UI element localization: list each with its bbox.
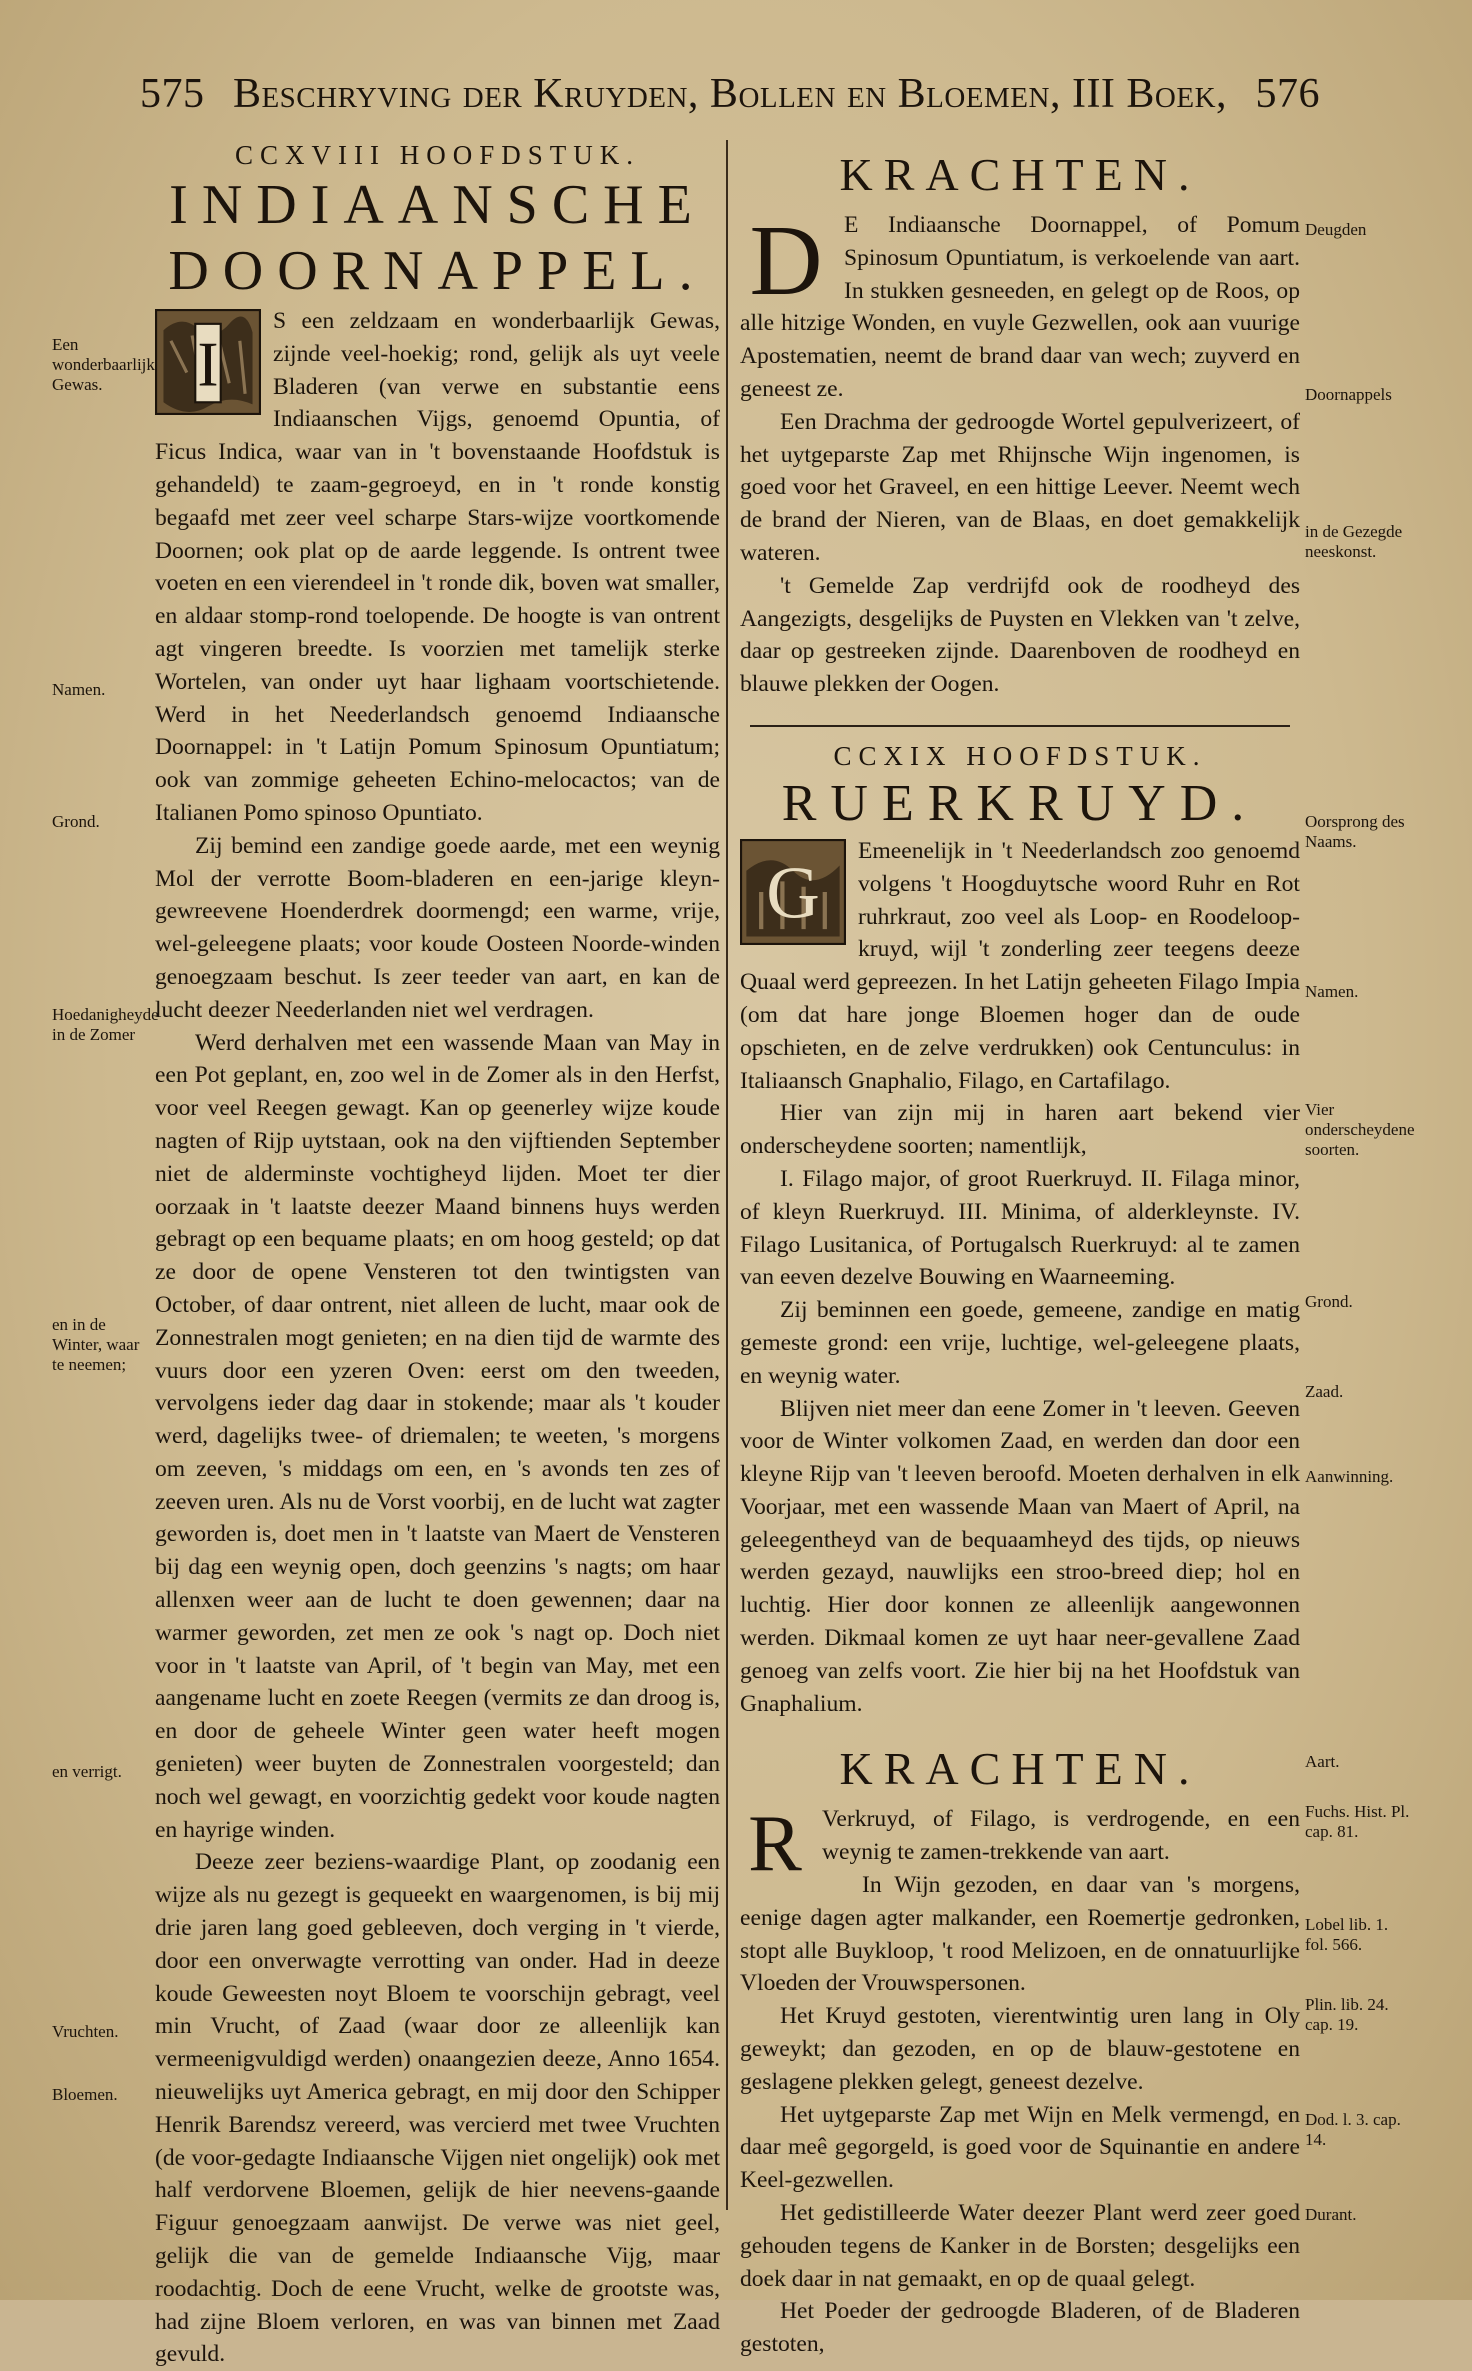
chapter-heading-right: CCXIX HOOFDSTUK. xyxy=(833,740,1207,771)
margin-note: Een wonderbaarlijk Gewas. xyxy=(52,335,155,394)
margin-note: Plin. lib. 24. cap. 19. xyxy=(1305,1995,1389,2034)
krachten-heading-2: KRACHTEN. xyxy=(839,1743,1201,1795)
krachten-2-body xyxy=(740,1803,1300,2361)
krachten-1-paragraph: E Indiaansche Doornappel, of Pomum Spinosum Opuntiatum, is verkoelende van aart. In stukken gesneeden, en gelegt op de Roos, op alle hitzige Wonden, en vuyle Gezwellen, ook aan vuurige Apostematien, neemt de brand daar van wech; zuyverd en geneest ze. xyxy=(740,212,1300,402)
left-paragraph-1: S een zeldzaam en wonderbaarlijk Gewas, zijnde veel-hoekig; rond, gelijk als uyt veele Bladeren (van verwe en substantie eens Indiaanschen Vijgs, genoemd Opuntia, of Ficus Indica, waar van in 't bovenstaande Hoofdstuk is gehandeld) te zaam-gegroeyd, en in 't ronde konstig begaafd met zeer veel scharpe Stars-wijze voortkomende Doornen; ook plat op de aarde leggende. Is ontrent twee voeten en een vierendeel in 't ronde dik, boven wat smaller, en aldaar stomp-rond toelopende. De hoogte is van ontrent agt vingeren breedte. Is voorzien met tamelijk sterke Wortelen, van onder uyt haar lighaam voortschietende. Werd in het Neederlandsch genoemd Indiaansche Doornappel: in 't Latijn Pomum Spinosum Opuntiatum; ook van zommige geheeten Echino-melocactos; van de Italianen Pomo spinoso Opuntiato. xyxy=(155,308,720,826)
ruerkruyd-title: RUERKRUYD. xyxy=(781,774,1259,832)
krachten-1-paragraph: Een Drachma der gedroogde Wortel gepulverizeert, of het uytgeparste Zap met Rhijnsche Wijn ingenomen, is goed voor het Graveel, en een hittige Leever. Neemt wech de brand der Nieren, van de Blaas, en doet gemakkelijk wateren. xyxy=(740,408,1300,566)
margin-note: Lobel lib. 1. fol. 566. xyxy=(1305,1915,1389,1954)
dropcap-g-icon xyxy=(740,839,846,945)
margin-note: Aanwinning. xyxy=(1305,1467,1394,1486)
margin-note: en verrigt. xyxy=(52,1762,122,1781)
krachten-1-body xyxy=(740,209,1300,701)
ruerkruyd-paragraph: Zij beminnen een goede, gemeene, zandige en matig gemeste grond: een vrije, luchtige, wel-geleegene plaats, en weynig water. xyxy=(740,1297,1300,1389)
page-number-left: 575 xyxy=(140,71,205,117)
krachten-1-paragraph: 't Gemelde Zap verdrijfd ook de roodheyd des Aangezigts, desgelijks de Puysten en Vlekken van 't zelve, daar op gestreeken zijnde. Daarenboven de roodheyd en blauwe plekken der Oogen. xyxy=(740,572,1300,698)
margin-note: Vruchten. xyxy=(52,2022,119,2041)
margin-note: Deugden xyxy=(1305,220,1367,239)
margin-note: Hoedanigheyde in de Zomer xyxy=(52,1005,159,1044)
running-header xyxy=(140,70,1320,118)
ruerkruyd-paragraph: I. Filago major, of groot Ruerkruyd. II. Filaga minor, of kleyn Ruerkruyd. III. Minima, of alderkleynste. IV. Filago Lusitanica, of Portugalsch Ruerkruyd: al te zamen van eeven dezelve Bouwing en Waarneeming. xyxy=(740,1165,1300,1291)
left-title-line2: DOORNAPPEL. xyxy=(168,240,707,302)
margin-note: Bloemen. xyxy=(52,2085,118,2104)
krachten-heading-1: KRACHTEN. xyxy=(839,149,1201,200)
left-paragraph-4: Deeze zeer beziens-waardige Plant, op zoodanig een wijze als nu gezegt is gequeekt en waargenomen, is bij mij drie jaren lang goed gebleeven, doch verging in 't vierde, door een onverwagte verrotting van onder. Had in deeze koude Geweesten noyt Bloem te voorschijn gebragt, veel min Vrucht, of Zaad (waar door ze alleenlijk kan vermeenigvuldigd werden) onaangezien deeze, Anno 1654. nieuwelijks uyt America gebragt, en mij door den Schipper Henrik Barendsz vereerd, was vercierd met twee Vruchten (de voor-gedagte Indiaansche Vijgen niet ongelijk) ook met half verdorvene Bloemen, gelijk de hier neevens-gaande Figuur genoegzaam aanwijst. De verwe was niet geel, gelijk die van de gemelde Indiaansche Vijg, maar roodachtig. Doch de eene Vrucht, welke de grootste was, had zijne Bloem verloren, en was van binnen met Zaad gevuld. xyxy=(155,1849,720,2368)
margin-note: Zaad. xyxy=(1305,1382,1344,1401)
krachten-2-paragraph: Het Kruyd gestoten, vierentwintig uren lang in Oly geweykt; dan gezoden, en op de blauw-gestotene en geslagene plekken gelegt, geneest dezelve. xyxy=(740,2003,1300,2095)
page-number-right: 576 xyxy=(1255,71,1320,117)
krachten-2-paragraph: Verkruyd, of Filago, is verdrogende, en een weynig te zamen-trekkende van aart. xyxy=(822,1806,1300,1866)
margin-note: Durant. xyxy=(1305,2205,1357,2224)
ruerkruyd-body xyxy=(740,835,1300,1721)
margin-note: Namen. xyxy=(52,680,106,699)
left-body xyxy=(155,305,720,2371)
section-rule xyxy=(750,725,1290,727)
running-title: Beschryving der Kruyden, Bollen en Bloemen, III Boek, xyxy=(232,71,1228,117)
left-paragraph-2: Zij bemind een zandige goede aarde, met een weynig Mol der verrotte Boom-bladeren en een-jarige kleyn-gewreevene Hoenderdrek doormengd; een warme, vrije, wel-geleegene plaats; voor koude Oosteen Noorde-winden genoegzaam beschut. Is zeer teeder van aart, en kan de lucht deezer Neederlanden niet wel verdragen. xyxy=(155,832,720,1023)
dropcap-letter: I xyxy=(197,328,219,400)
margin-note: Fuchs. Hist. Pl. cap. 81. xyxy=(1305,1802,1410,1841)
margin-note: Dod. l. 3. cap. 14. xyxy=(1305,2110,1401,2149)
krachten-2-paragraph: Het gedistilleerde Water deezer Plant werd zeer goed gehouden tegens de Kanker in de Borsten; desgelijks een doek daar in nat gemaakt, en op de quaal gelegt. xyxy=(740,2200,1300,2292)
margin-note: Aart. xyxy=(1305,1752,1340,1771)
left-column xyxy=(155,140,720,2371)
dropcap-letter: G xyxy=(766,852,820,935)
chapter-heading-left: CCXVIII HOOFDSTUK. xyxy=(234,140,640,170)
dropcap-letter: D xyxy=(749,213,823,305)
ruerkruyd-paragraph: Blijven niet meer dan eene Zomer in 't leeven. Geeven voor de Winter volkomen Zaad, en werden dan door een kleyne Rijp van 't leeven beroofd. Moeten derhalven in elk Voorjaar, met een wassende Maan van Maert of April, na geleegentheyd van de bequaamheyd des tijds, op nieuws werden gezayd, nauwlijks een stroo-breed diep; hol en luchtig. Hier door konnen ze alleenlijk aangewonnen werden. Dikmaal komen ze uyt haar neer-gevallene Zaad genoeg van zelfs voort. Zie hier bij na het Hoofdstuk van Gnaphalium. xyxy=(740,1395,1300,1717)
krachten-2-paragraph: Het uytgeparste Zap met Wijn en Melk vermengd, en daar meê gegorgeld, is goed voor de Squinantie en andere Keel-gezwellen. xyxy=(740,2101,1300,2194)
margin-note: Doornappels xyxy=(1305,385,1392,404)
margin-note: Oorsprong des Naams. xyxy=(1305,812,1405,851)
ruerkruyd-paragraph: Emeenelijk in 't Neederlandsch zoo genoemd volgens 't Hoogduytsche woord Ruhr en Rot ruhrkraut, zoo veel als Loop- en Roodeloop-kruyd, wijl 't zonderling zeer teegens deeze Quaal werd gepreezen. In het Latijn geheeten Filago Impia (om dat hare jonge Bloemen hoger dan de oude opschieten, en de zelve verdrukken) ook Centunculus: in Italiaansch Gnaphalio, Filago, en Cartafilago. xyxy=(740,837,1300,1094)
dropcap-i-icon xyxy=(155,309,261,415)
left-title-line1: INDIAANSCHE xyxy=(169,174,706,236)
dropcap-d-icon xyxy=(740,213,832,305)
krachten-2-paragraph: In Wijn gezoden, en daar van 's morgens, eenige dagen agter malkander, een Roemertje gedronken, stopt alle Buykloop, 't rood Melizoen, en de onnatuurlijke Vloeden der Vrouwspersonen. xyxy=(740,1872,1300,1997)
column-divider xyxy=(726,140,728,2210)
margin-note: en in de Winter, waar te neemen; xyxy=(52,1315,140,1374)
margin-note: Grond. xyxy=(1305,1292,1353,1311)
dropcap-r-icon xyxy=(740,1807,810,1877)
left-paragraph-3: Werd derhalven met een wassende Maan van May in een Pot geplant, en, zoo wel in de Zomer als in den Herfst, voor veel Reegen gewagt. Kan op geenerley wijze koude nagten of Rijp uytstaan, ook na den vijftienden September niet de alderminste vochtigheyd lijden. Moet ter dier oorzaak in 't laatste deezer Maand binnens huys werden gebragt op een bequame plaats; en om hoog gesteld; op dat ze door de opene Vensteren tot den twintigsten van October, of daar ontrent, niet alleen de lucht, maar ook de Zonnestralen mogt genieten; en na dien tijd de warmte des vuurs door een yzeren Oven: eerst om den tweeden, vervolgens ieder dag daar in stokende; maar als 't kouder werd, dagelijks twee- of driemalen; te weeten, 's morgens om zeeven, 's middags om een, en 's avonds ten zes of zeeven uren. Als nu de Vorst voorbij, en de lucht wat zagter geworden is, doet men in 't laatste van Maert de Vensteren bij dag een weynig open, doch geenzins 's nagts; om haar allenxen weer aan de lucht te doen gewennen; daar na warmer geworden, zet men ze ook 's nagt op. Doch niet voor in 't laatste van April, of 't begin van May, met een aangename lucht en zoete Reegen (vermits ze dan droog is, en door de geheele Winter geen water heeft mogen genieten) weer buyten de Zonnestralen voorgesteld; dan noch wel gewagt, en voorzichtig gedekt voor koude nagten en hayrige winden. xyxy=(155,1029,720,1843)
margin-note: Namen. xyxy=(1305,982,1359,1001)
right-column xyxy=(740,140,1300,2361)
margin-note: in de Gezegde neeskonst. xyxy=(1305,522,1403,561)
dropcap-letter: R xyxy=(748,1807,802,1878)
margin-note: Vier onderscheydene soorten. xyxy=(1305,1100,1415,1159)
krachten-2-paragraph: Het Poeder der gedroogde Bladeren, of de Bladeren gestoten, xyxy=(740,2298,1300,2358)
ruerkruyd-paragraph: Hier van zijn mij in haren aart bekend vier onderscheydene soorten; namentlijk, xyxy=(740,1100,1300,1160)
margin-note: Grond. xyxy=(52,812,100,831)
